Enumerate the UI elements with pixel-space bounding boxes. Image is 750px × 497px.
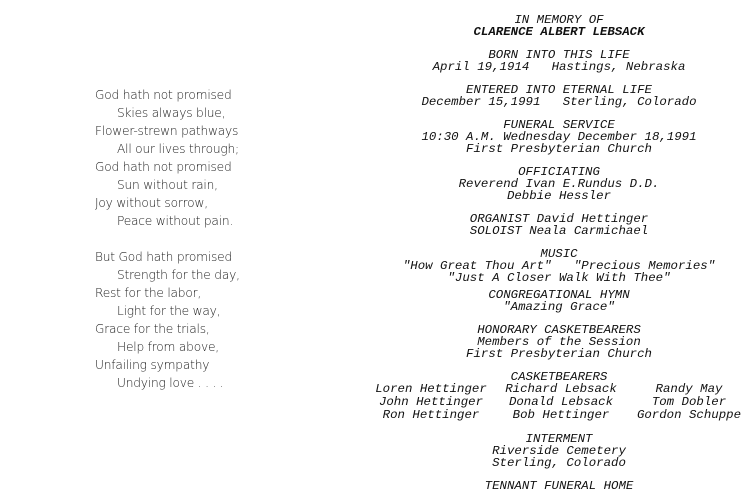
poem-stanza-1 [95,86,295,230]
casketbearer-name: Tom Dobler [651,395,727,409]
casketbearer-name: Gordon Schuppe [636,408,742,422]
poem-line: All our lives through; [117,142,239,156]
poem-line: But God hath promised [95,249,233,264]
funeral-home-section [372,480,746,492]
interment-city: Sterling, Colorado [492,456,626,470]
memorial-heading: IN MEMORY OF [514,13,604,27]
birth-heading: BORN INTO THIS LIFE [488,48,630,62]
casketbearer-name: Randy May [655,382,723,396]
poem-line: Unfailing sympathy [95,357,210,372]
interment-cemetery: Riverside Cemetery [492,444,626,458]
casketbearer-name: Loren Hettinger [375,382,487,396]
poem [95,86,295,392]
officiant-name: Reverend Ivan E.Rundus D.D. [458,177,660,191]
casketbearer-name: Ron Hettinger [382,408,480,422]
poem-line: God hath not promised [95,160,232,174]
death-section [372,84,746,108]
casketbearers-list [372,383,746,422]
casketbearers-section [372,371,746,422]
poem-line: Skies always blue, [117,106,226,120]
interment-heading: INTERMENT [525,432,593,446]
music-songs: "How Great Thou Art" "Precious Memories" [402,259,716,273]
poem-line: Light for the way, [117,303,221,318]
hymn-title: "Amazing Grace" [503,300,615,314]
honorary-line: First Presbyterian Church [466,347,652,361]
officiating-section [372,166,746,202]
service-heading: FUNERAL SERVICE [503,118,615,132]
poem-line: Peace without pain. [117,214,234,228]
casketbearer-name: John Hettinger [378,395,484,409]
music-songs: "Just A Closer Walk With Thee" [447,271,671,285]
poem-line: Sun without rain, [117,178,218,192]
honorary-section [372,324,746,360]
poem-line: Flower-strewn pathways [95,124,239,138]
poem-line: God hath not promised [95,88,232,102]
service-section [372,119,746,155]
music-section [372,248,746,284]
deceased-name: CLARENCE ALBERT LEBSACK [473,25,645,39]
organist: ORGANIST David Hettinger [469,212,649,226]
casketbearer-name: Richard Lebsack [505,382,617,396]
poem-line: Undying love . . . . [117,375,224,390]
music-heading: MUSIC [540,247,578,261]
birth-detail: April 19,1914 Hastings, Nebraska [432,60,686,74]
birth-section [372,49,746,73]
honorary-line: Members of the Session [477,335,641,349]
interment-section [372,433,746,469]
funeral-program [372,14,746,492]
memorial-section [372,14,746,38]
poem-line: Rest for the labor, [95,285,202,300]
officiant-name: Debbie Hessler [506,189,612,203]
musicians-section [372,213,746,237]
casketbearer-name: Donald Lebsack [508,395,614,409]
death-detail: December 15,1991 Sterling, Colorado [421,95,697,109]
service-datetime: 10:30 A.M. Wednesday December 18,1991 [421,130,697,144]
poem-line: Help from above, [117,339,219,354]
officiating-heading: OFFICIATING [518,165,600,179]
casketbearers-heading: CASKETBEARERS [510,370,608,384]
funeral-home: TENNANT FUNERAL HOME [484,479,634,493]
service-location: First Presbyterian Church [466,142,652,156]
poem-line: Grace for the trials, [95,321,210,336]
hymn-section [372,289,746,313]
honorary-heading: HONORARY CASKETBEARERS [477,323,641,337]
death-heading: ENTERED INTO ETERNAL LIFE [466,83,652,97]
poem-stanza-2 [95,248,295,392]
casketbearer-name: Bob Hettinger [512,408,610,422]
poem-line: Joy without sorrow, [95,196,208,210]
hymn-heading: CONGREGATIONAL HYMN [488,288,630,302]
soloist: SOLOIST Neala Carmichael [469,224,649,238]
poem-line: Strength for the day, [117,267,240,282]
